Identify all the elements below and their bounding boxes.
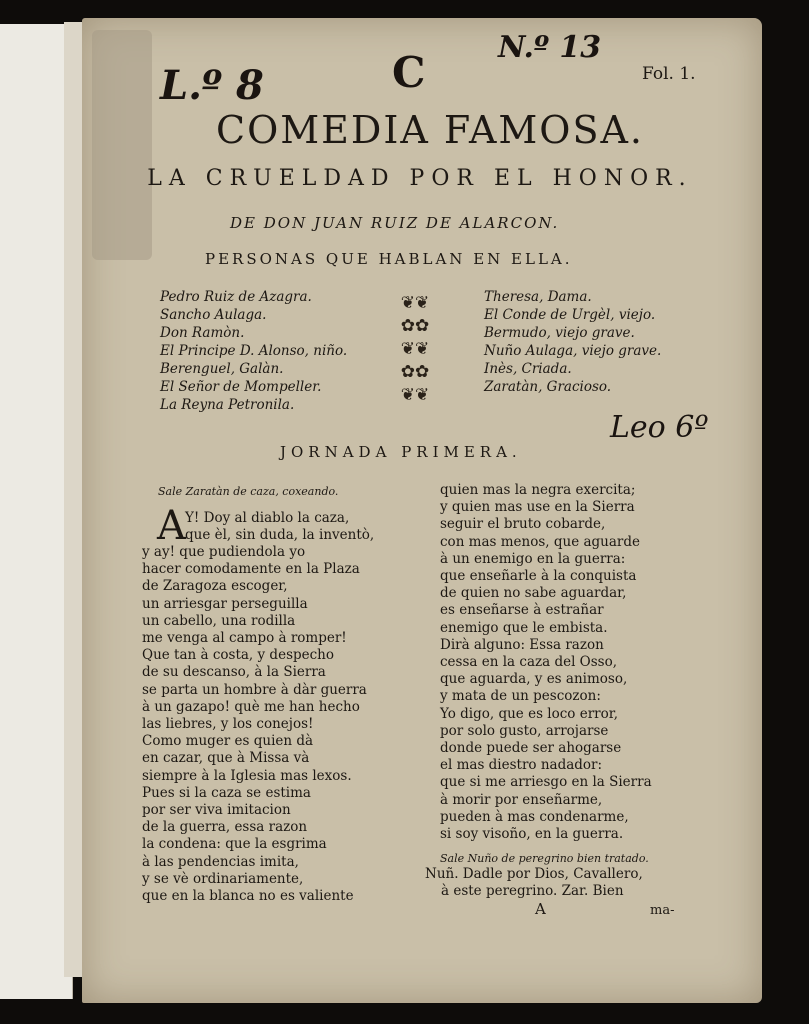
verse-line: donde puede ser ahogarse bbox=[440, 740, 622, 757]
cast-item: El Señor de Mompeller. bbox=[160, 379, 322, 395]
cast-item: El Conde de Urgèl, viejo. bbox=[484, 307, 656, 323]
letter-mark: C bbox=[392, 48, 426, 97]
personas-heading: PERSONAS QUE HABLAN EN ELLA. bbox=[205, 250, 573, 268]
cast-item: La Reyna Petronila. bbox=[160, 397, 295, 413]
verse-line: un cabello, una rodilla bbox=[142, 612, 296, 629]
ornament-icon: ❦❦ bbox=[400, 385, 430, 405]
catchword: ma- bbox=[650, 903, 675, 918]
verse-line: por solo gusto, arrojarse bbox=[440, 722, 609, 739]
verse-line: Nuñ. Dadle por Dios, Cavallero, bbox=[425, 866, 643, 882]
verse-line: Y! Doy al diablo la caza, bbox=[185, 510, 350, 526]
verse-line: quien mas la negra exercita; bbox=[440, 482, 636, 498]
verse-line: de Zaragoza escoger, bbox=[142, 578, 288, 595]
play-title: LA CRUELDAD POR EL HONOR. bbox=[147, 166, 693, 191]
verse-line: de su descanso, à la Sierra bbox=[142, 664, 326, 681]
verse-line: Dirà alguno: Essa razon bbox=[440, 636, 604, 653]
verse-line: Que tan à costa, y despecho bbox=[142, 647, 335, 664]
cast-item: Don Ramòn. bbox=[160, 325, 245, 341]
author-line: DE DON JUAN RUIZ DE ALARCON. bbox=[230, 214, 560, 232]
verse-line: un arriesgar perseguilla bbox=[142, 595, 308, 612]
binding-left-paper bbox=[0, 24, 73, 999]
cast-item: Inès, Criada. bbox=[484, 361, 572, 377]
folio-mark: L.º 8 bbox=[160, 62, 264, 109]
verse-line: y quien mas use en la Sierra bbox=[440, 499, 635, 516]
verse-line: cessa en la caza del Osso, bbox=[440, 654, 618, 671]
verse-line: Yo digo, que es loco error, bbox=[440, 705, 619, 722]
verse-line: de quien no sabe aguardar, bbox=[440, 585, 627, 602]
verse-line: las liebres, y los conejos! bbox=[142, 716, 314, 733]
cast-item: Bermudo, viejo grave. bbox=[484, 325, 635, 341]
ornament-icon: ✿✿ bbox=[400, 362, 430, 382]
verse-line: que si me arriesgo en la Sierra bbox=[440, 774, 652, 791]
verse-line: y ay! que pudiendola yo bbox=[142, 544, 306, 560]
cast-item: El Principe D. Alonso, niño. bbox=[160, 343, 348, 359]
verse-line: à este peregrino. Zar. Bien bbox=[441, 883, 624, 900]
cast-item: Zaratàn, Gracioso. bbox=[484, 379, 612, 395]
ornament-icon: ❦❦ bbox=[400, 339, 430, 359]
verse-line: la condena: que la esgrima bbox=[142, 836, 327, 853]
ornament-icon: ✿✿ bbox=[400, 316, 430, 336]
verse-line: el mas diestro nadador: bbox=[440, 757, 603, 774]
page-stain bbox=[92, 30, 152, 260]
page-title: COMEDIA FAMOSA. bbox=[216, 108, 644, 152]
number-mark: N.º 13 bbox=[498, 30, 602, 65]
price-mark: Leo 6º bbox=[610, 410, 709, 445]
cast-list-right bbox=[484, 288, 661, 396]
verse-column-left-top bbox=[185, 510, 374, 544]
verse-line: que aguarda, y es animoso, bbox=[440, 671, 628, 688]
act-heading: JORNADA PRIMERA. bbox=[280, 443, 522, 461]
verse-line: que enseñarle à la conquista bbox=[440, 568, 637, 585]
verse-line: Pues si la caza se estima bbox=[142, 784, 311, 801]
verse-line: pueden à mas condenarme, bbox=[440, 808, 629, 825]
verse-line: si soy visoño, en la guerra. bbox=[440, 826, 624, 843]
ornament-column bbox=[385, 292, 445, 407]
verse-column-right bbox=[440, 482, 652, 843]
cast-item: Theresa, Dama. bbox=[484, 289, 592, 305]
verse-line: es enseñarse à estrañar bbox=[440, 602, 604, 619]
verse-line: me venga al campo à romper! bbox=[142, 630, 347, 647]
cast-item: Sancho Aulaga. bbox=[160, 307, 267, 323]
verse-line: à morir por enseñarme, bbox=[440, 791, 603, 808]
stage-direction: Sale Zaratàn de caza, coxeando. bbox=[158, 485, 339, 498]
cast-item: Berenguel, Galàn. bbox=[160, 361, 284, 377]
cast-item: Pedro Ruiz de Azagra. bbox=[160, 289, 312, 305]
verse-line: enemigo que le embista. bbox=[440, 619, 608, 636]
verse-column-left bbox=[142, 544, 367, 905]
verse-line: à un enemigo en la guerra: bbox=[440, 550, 626, 567]
cast-list-left bbox=[160, 288, 347, 414]
verse-line: y se vè ordinariamente, bbox=[142, 870, 304, 887]
verse-line: à un gazapo! què me han hecho bbox=[142, 698, 360, 715]
cast-item: Nuño Aulaga, viejo grave. bbox=[484, 343, 662, 359]
verse-line: que èl, sin duda, la inventò, bbox=[185, 527, 375, 544]
verse-line: con mas menos, que aguarde bbox=[440, 533, 641, 550]
verse-line: se parta un hombre à dàr guerra bbox=[142, 681, 367, 698]
verse-line: siempre à la Iglesia mas lexos. bbox=[142, 767, 352, 784]
drop-cap: A bbox=[157, 503, 186, 549]
verse-line: y mata de un pescozon: bbox=[440, 688, 601, 705]
folio-number: Fol. 1. bbox=[642, 64, 696, 84]
verse-line: Como muger es quien dà bbox=[142, 733, 314, 750]
verse-line: seguir el bruto cobarde, bbox=[440, 516, 606, 533]
verse-line: que en la blanca no es valiente bbox=[142, 888, 354, 905]
ornament-icon: ❦❦ bbox=[400, 293, 430, 313]
verse-column-right-tail bbox=[425, 866, 643, 900]
signature-mark: A bbox=[535, 900, 546, 918]
verse-line: por ser viva imitacion bbox=[142, 802, 291, 819]
verse-line: à las pendencias imita, bbox=[142, 853, 299, 870]
verse-line: de la guerra, essa razon bbox=[142, 819, 308, 836]
stage-direction: Sale Nuño de peregrino bien tratado. bbox=[440, 852, 649, 865]
verse-line: hacer comodamente en la Plaza bbox=[142, 561, 360, 578]
verse-line: en cazar, que à Missa và bbox=[142, 750, 310, 767]
